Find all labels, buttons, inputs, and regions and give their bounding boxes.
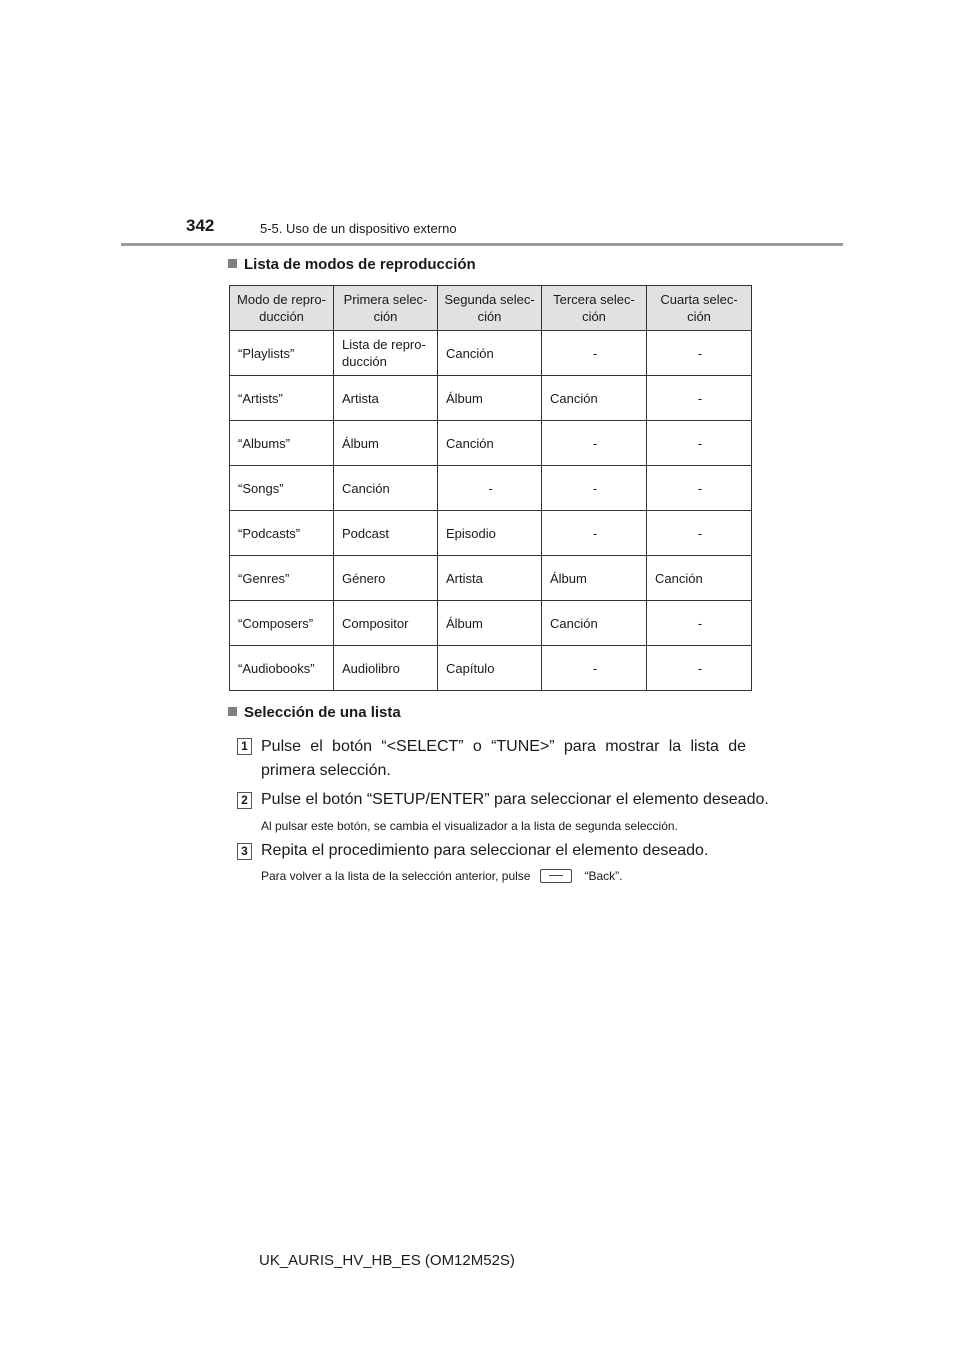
- table-row: [230, 511, 752, 556]
- column-header: Primera selec-ción: [334, 286, 438, 331]
- section-title: 5-5. Uso de un dispositivo externo: [260, 221, 457, 236]
- heading-text: Selección de una lista: [244, 704, 401, 721]
- table-cell: “Genres”: [230, 556, 334, 601]
- table-cell: -: [647, 376, 752, 421]
- column-header: Segunda selec-ción: [438, 286, 542, 331]
- table-cell: Lista de repro-ducción: [334, 331, 438, 376]
- table-cell: Episodio: [438, 511, 542, 556]
- table-cell: -: [647, 646, 752, 691]
- table-cell: -: [542, 331, 647, 376]
- header-divider: [121, 243, 843, 246]
- table-cell: Podcast: [334, 511, 438, 556]
- table-row: [230, 331, 752, 376]
- table-cell: Canción: [438, 331, 542, 376]
- back-button-icon: [540, 869, 572, 883]
- table-cell: Álbum: [334, 421, 438, 466]
- step-number-3: 3: [237, 843, 252, 860]
- table-cell: Canción: [542, 601, 647, 646]
- column-header: Tercera selec-ción: [542, 286, 647, 331]
- heading-list-selection: [228, 704, 401, 721]
- table-cell: Canción: [647, 556, 752, 601]
- page-number: 342: [186, 216, 215, 235]
- step-3-text: Repita el procedimiento para seleccionar el elemento deseado.: [261, 842, 709, 859]
- table-cell: Audiolibro: [334, 646, 438, 691]
- table-cell: “Podcasts”: [230, 511, 334, 556]
- table-cell: -: [647, 421, 752, 466]
- step-number-2: 2: [237, 792, 252, 809]
- step-3-note-text: Para volver a la lista de la selección anterior, pulse: [261, 869, 531, 883]
- table-cell: Artista: [334, 376, 438, 421]
- table-cell: Compositor: [334, 601, 438, 646]
- table-cell: Álbum: [438, 601, 542, 646]
- table-cell: Capítulo: [438, 646, 542, 691]
- table-cell: “Composers”: [230, 601, 334, 646]
- table-cell: Álbum: [438, 376, 542, 421]
- table-row: [230, 646, 752, 691]
- column-header: Cuarta selec-ción: [647, 286, 752, 331]
- table-cell: -: [438, 466, 542, 511]
- step-2-text: Pulse el botón “SETUP/ENTER” para seleccionar el elemento deseado.: [261, 791, 769, 808]
- table-row: [230, 601, 752, 646]
- table-cell: -: [647, 331, 752, 376]
- heading-playback-modes: [228, 256, 476, 273]
- heading-text: Lista de modos de reproducción: [244, 256, 476, 273]
- table-cell: Canción: [334, 466, 438, 511]
- table-cell: Canción: [542, 376, 647, 421]
- square-bullet-icon: [228, 259, 237, 268]
- step-3-note-back: “Back”.: [584, 869, 623, 883]
- step-2-note: Al pulsar este botón, se cambia el visualizador a la lista de segunda selección.: [261, 819, 678, 833]
- table-row: [230, 376, 752, 421]
- table-cell: “Albums”: [230, 421, 334, 466]
- table-cell: -: [542, 646, 647, 691]
- footer-code: UK_AURIS_HV_HB_ES (OM12M52S): [259, 1252, 515, 1269]
- table-cell: Género: [334, 556, 438, 601]
- table-cell: “Songs”: [230, 466, 334, 511]
- table-cell: -: [542, 421, 647, 466]
- table-cell: -: [542, 466, 647, 511]
- step-number-1: 1: [237, 738, 252, 755]
- table-cell: -: [647, 601, 752, 646]
- table-row: [230, 421, 752, 466]
- step-3-note: [261, 869, 623, 883]
- table-cell: Canción: [438, 421, 542, 466]
- table-cell: “Artists”: [230, 376, 334, 421]
- column-header: Modo de repro-ducción: [230, 286, 334, 331]
- table-cell: “Playlists”: [230, 331, 334, 376]
- playback-modes-table: [229, 285, 752, 691]
- table-cell: -: [647, 511, 752, 556]
- step-1-text: Pulse el botón “<SELECT” o “TUNE>” para mostrar la lista de primera selección.: [261, 738, 746, 779]
- table-cell: “Audiobooks”: [230, 646, 334, 691]
- table-cell: -: [647, 466, 752, 511]
- table-cell: Álbum: [542, 556, 647, 601]
- table-cell: -: [542, 511, 647, 556]
- table-row: [230, 556, 752, 601]
- table-cell: Artista: [438, 556, 542, 601]
- square-bullet-icon: [228, 707, 237, 716]
- table-row: [230, 466, 752, 511]
- table-header-row: [230, 286, 752, 331]
